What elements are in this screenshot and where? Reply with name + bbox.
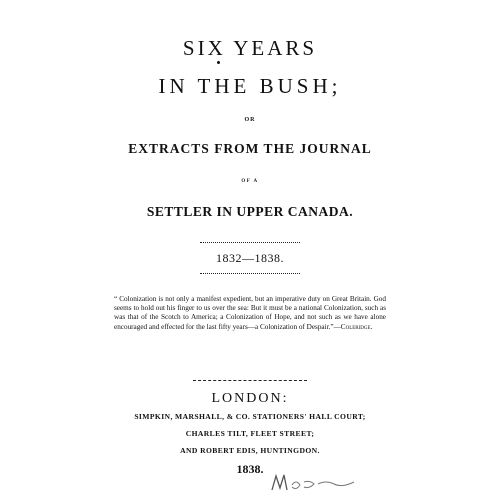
- title-line-1: SIX YEARS: [182, 36, 318, 60]
- title-or: OR: [244, 117, 256, 123]
- epigraph: [114, 295, 386, 332]
- divider-rule: [193, 380, 307, 381]
- epigraph-attribution: Coleridge.: [340, 322, 373, 331]
- epigraph-text: “ Colonization is not only a manifest expedient, but an imperative duty on Great Britain. God seems to hold out his finger to us over the sea: But it must be a national Colonization, such as was that of the Scotch to America; a Colonization of Hope, and not such as we have alone encouraged and effected for the last fifty years—a Colonization of Despair.”—: [114, 295, 386, 331]
- subtitle-line-2: SETTLER IN UPPER CANADA.: [146, 204, 354, 219]
- subtitle-of-a: OF A: [241, 179, 259, 184]
- divider-rule: [200, 273, 300, 274]
- imprint-year: 1838.: [236, 462, 264, 476]
- divider-rule: [200, 242, 300, 243]
- imprint-city: LONDON:: [211, 391, 289, 406]
- title-line-2: IN THE BUSH;: [158, 74, 342, 98]
- handwritten-signature: [268, 470, 358, 496]
- year-range: 1832—1838.: [216, 251, 284, 265]
- imprint-publisher-line: SIMPKIN, MARSHALL, & CO. STATIONERS' HALL COURT;: [134, 412, 366, 421]
- imprint-publisher-line: CHARLES TILT, FLEET STREET;: [185, 429, 315, 438]
- ornament-dot: [217, 61, 220, 64]
- imprint-publisher-line: AND ROBERT EDIS, HUNTINGDON.: [180, 446, 320, 455]
- subtitle-line-1: EXTRACTS FROM THE JOURNAL: [128, 141, 372, 156]
